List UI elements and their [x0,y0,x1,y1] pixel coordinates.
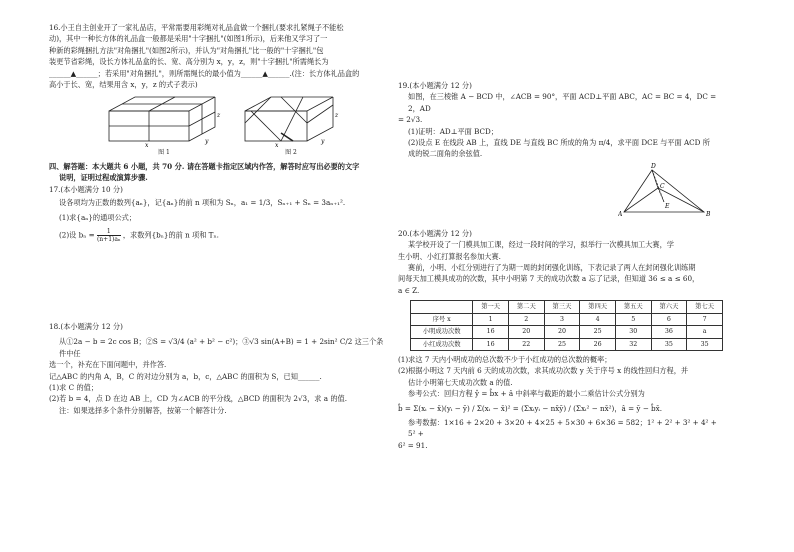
q20-line: (1)求这 7 天内小明成功的总次数不少于小红成功的总次数的概率； [398,354,612,364]
table-cell: 5 [615,313,651,325]
table-cell: 小红成功次数 [411,338,473,350]
q20-line: 某学校开设了一门模具加工课，经过一段时间的学习，拟举行一次模具加工大赛，学 [408,240,674,250]
axis-y-label: y [321,138,325,146]
table-row [411,326,723,338]
table-header-cell: 第四天 [580,301,616,313]
table-header-cell: 第七天 [687,301,723,313]
table-cell: 3 [544,313,580,325]
table-cell: 22 [508,338,544,350]
gift-box-figures [105,93,389,158]
table-cell: 16 [473,338,509,350]
q20-line: 参考公式：回归方程 ŷ = b̂x + â 中斜率与截距的最小二乘估计公式分别为 [408,389,645,399]
vertex-d-label: D [651,163,656,170]
q18-heading: 18.(本小题满分 12 分) [49,321,123,331]
diagonal-tie-box-drawing [241,93,341,147]
table-cell: 35 [687,338,723,350]
q17-part-2-prefix: (2)设 bₙ = [59,230,95,240]
question-20 [398,228,723,451]
q20-line: 参考数据：1×16 + 2×20 + 3×20 + 4×25 + 5×30 + 6×36 = 582；1² + 2² + 3² + 4² + 5² + [408,417,717,439]
q20-line: 估计小明第七天成功次数 a 的值. [408,377,513,387]
figure-2 [241,93,341,158]
q18-line: 选一个，补充在下面问题中，并作答. [49,360,167,370]
table-cell: 7 [687,313,723,325]
table-header-row [411,301,723,313]
q16-line: ______▲______；若采用"对角捆扎"，则所需绳长的最小值为______▲______.(注：长方体礼品盒的 [49,68,360,78]
q18-line: (1)求 C 的值； [49,382,99,392]
section-4-line: 四、解答题：本大题共 6 小题，共 70 分. 请在答题卡指定区域内作答，解答时应写出必要的文字 [49,161,360,171]
triangular-pyramid-drawing [618,162,714,220]
table-cell: 序号 x [411,313,473,325]
q17-part-2 [49,228,389,243]
q19-line: 如图，在三棱锥 A − BCD 中，∠ACB = 90°，平面 ACD⊥平面 ABC，AC = BC = 4，DC = 2，AD [408,92,717,113]
q19-line: (1)证明：AD⊥平面 BCD； [408,126,498,136]
table-cell: 20 [544,326,580,338]
q19-heading: 19.(本小题满分 12 分) [398,81,472,90]
q20-formula: b̂ = Σ(xᵢ − x̄)(yᵢ − ȳ) / Σ(xᵢ − x̄)² = (Σxᵢyᵢ − nx̄ȳ) / (Σxᵢ² − nx̄²)，â = ȳ − b̂x̄. [398,403,662,413]
training-results-table [410,300,723,351]
answer-space [49,243,389,321]
axis-y-label: y [205,138,209,146]
q20-line: (2)根据小明这 7 天内前 6 天的成功次数，求其成功次数 y 关于序号 x 的线性回归方程，并 [398,366,689,376]
q17-fraction-numerator: 1 [97,228,121,236]
q20-line: 间每天加工模具成功的次数，其中小明第 7 天的成功次数 a 忘了记录，但知道 36 ≤ a ≤ 60， [398,274,700,284]
q16-line: 动)，其中一种长方体的礼品盒一般都是采用"十字捆扎"(如图1所示)，后来他又学习了一 [49,34,328,44]
figure-2-label: 图 2 [285,149,297,157]
table-header-cell: 第六天 [651,301,687,313]
point-e-label: E [665,203,670,210]
table-cell: 16 [473,326,509,338]
q18-line: 从①2a − b = 2c cos B；②S = √3/4 (a² + b² − c²)；③√3 sin(A+B) = 1 + 2sin² C/2 这三个条件中任 [59,337,384,358]
cross-tie-box-drawing [105,93,223,147]
q20-line: 生小明、小红打算报名参加大赛. [398,251,501,261]
q18-line: 记△ABC 的内角 A，B，C 的对边分别为 a，b，c，△ABC 的面积为 S，已知______. [49,371,322,381]
q19-line: (2)设点 E 在线段 AB 上，直线 DE 与直线 BC 所成的角为 π/4，求平面 DCE 与平面 ACD 所 [408,138,710,148]
table-cell: 30 [615,326,651,338]
table-cell: 32 [615,338,651,350]
q20-line: a ∈ Z. [398,285,420,295]
q17-stem: 设各项均为正数的数列{aₙ}，记{aₙ}的前 n 项和为 Sₙ，a₁ = 1/3，Sₙ₊₁ + Sₙ = 3aₙ₊₁². [59,198,346,208]
table-header-cell: 第五天 [615,301,651,313]
table-cell: 26 [580,338,616,350]
q20-line: 赛前，小明、小红分别进行了为期一周的封闭强化训练，下表记录了两人在封闭强化训练期 [408,263,696,273]
right-column [398,80,723,451]
q16-line: 装更节省彩绳，设长方体礼品盒的长、宽、高分别为 x，y，z，则"十字捆扎"所需绳长为 [49,57,329,67]
q16-line: 种新的彩绳捆扎方法"对角捆扎"(如图2所示)，并认为"对角捆扎"比一般的"十字捆扎"包 [49,45,324,55]
table-header-cell: 第三天 [544,301,580,313]
question-19 [398,80,723,160]
q17-fraction [97,228,121,243]
vertex-c-label: C [660,183,665,190]
q17-part-2-suffix: ，求数列{bₙ}的前 n 项和 Tₙ. [122,230,219,240]
table-cell: 25 [544,338,580,350]
section-4-heading [49,161,389,184]
table-cell: 6 [651,313,687,325]
axis-x-label: x [275,142,279,148]
axis-x-label: x [145,142,149,148]
table-cell: 35 [651,338,687,350]
table-cell: 4 [580,313,616,325]
axis-z-label: z [335,112,339,120]
q18-line: 注：如果选择多个条件分别解答，按第一个解答计分. [59,405,227,415]
figure-1 [105,93,223,158]
table-cell: 1 [473,313,509,325]
table-header-cell [411,301,473,313]
table-cell: 20 [508,326,544,338]
table-cell: 小明成功次数 [411,326,473,338]
q17-fraction-denominator: (n+1)aₙ [96,235,121,243]
table-row [411,313,723,325]
question-16 [49,22,389,90]
q20-line: 6² = 91. [398,440,428,450]
vertex-b-label: B [706,211,711,218]
table-header-cell: 第二天 [508,301,544,313]
q17-part-1: (1)求{aₙ}的通项公式； [59,213,137,223]
q19-line: = 2√3. [398,115,423,125]
q19-line: 成的锐二面角的余弦值. [408,149,483,159]
q17-heading: 17.(本小题满分 10 分) [49,184,123,194]
table-cell: a [687,326,723,338]
q18-line: (2)若 b = 4，点 D 在边 AB 上，CD 为∠ACB 的平分线，△BCD 的面积为 2√3，求 a 的值. [49,394,348,404]
pyramid-figure [618,162,714,224]
q20-heading: 20.(本小题满分 12 分) [398,228,472,238]
question-18 [49,321,389,416]
section-4-line: 说明，证明过程或演算步骤. [59,173,148,183]
left-column [49,22,389,416]
table-cell: 25 [580,326,616,338]
vertex-a-label: A [618,211,623,218]
table-row [411,338,723,350]
table-cell: 2 [508,313,544,325]
figure-1-label: 图 1 [158,149,170,157]
q16-line: 高小于长、宽，结果用含 x，y，z 的式子表示) [49,80,198,90]
axis-z-label: z [217,112,221,120]
question-17 [49,184,389,243]
table-cell: 36 [651,326,687,338]
q16-line: 16.小王自主创业开了一家礼品店，平常需要用彩绳对礼品盒做一个捆扎(要求扎紧绳子不能松 [49,23,344,32]
table-header-cell: 第一天 [473,301,509,313]
